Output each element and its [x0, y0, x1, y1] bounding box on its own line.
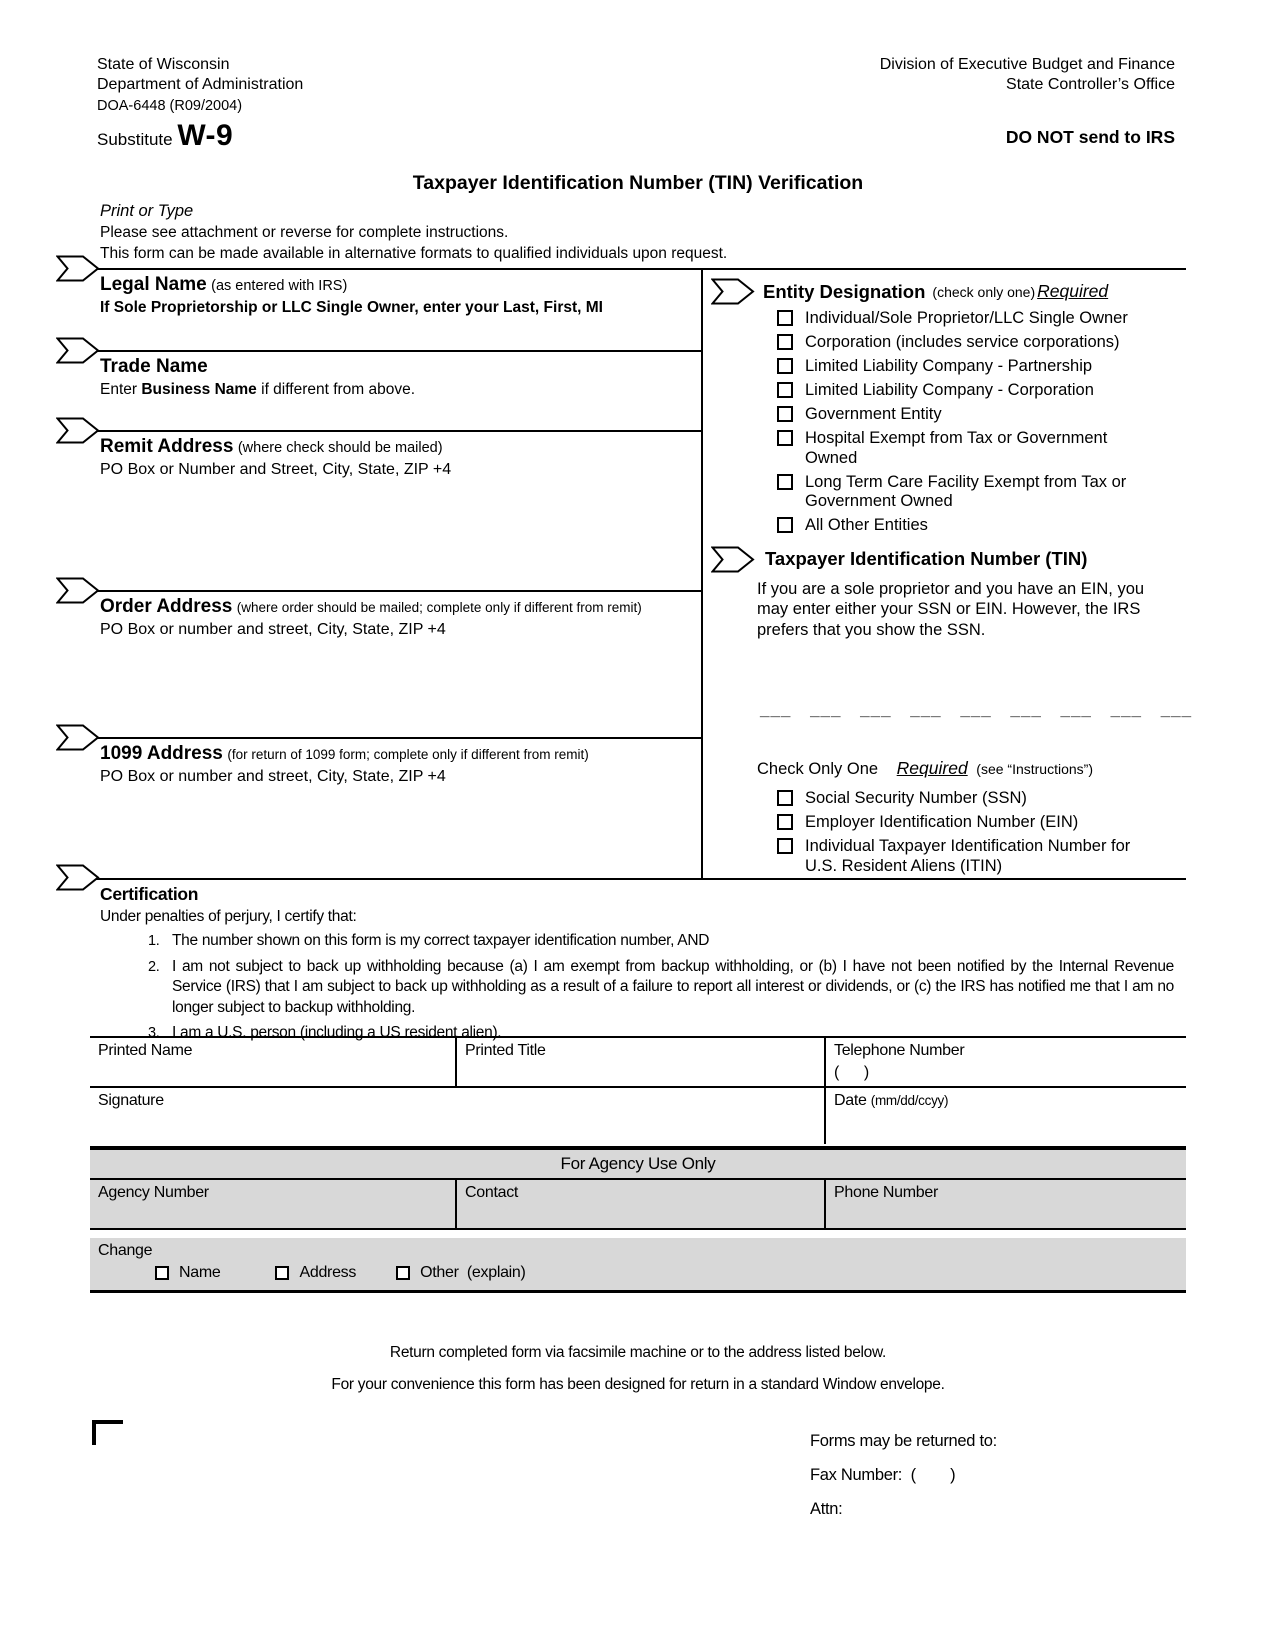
- substitute-label: Substitute: [97, 130, 173, 149]
- date-cell[interactable]: [826, 1088, 1186, 1144]
- entity-individual-checkbox[interactable]: [777, 310, 793, 326]
- printed-title-label: Printed Title: [465, 1042, 546, 1059]
- page-title: Taxpayer Identification Number (TIN) Verification: [412, 172, 864, 194]
- entity-option-row: Hospital Exempt from Tax or Government Owned: [777, 429, 1186, 468]
- section-arrow-icon: [56, 577, 100, 604]
- division-line1: Division of Executive Budget and Finance: [879, 56, 1175, 73]
- remit-address-input-area[interactable]: [100, 479, 693, 590]
- section-arrow-icon: [56, 255, 100, 282]
- section-arrow-icon: [711, 278, 755, 305]
- change-address-checkbox[interactable]: [275, 1266, 289, 1280]
- preamble-line2: This form can be made available in alternative formats to qualified individuals upon request.: [100, 245, 728, 262]
- entity-all-other-checkbox[interactable]: [777, 517, 793, 533]
- remit-address-section: [90, 430, 701, 590]
- do-not-send-note: DO NOT send to IRS: [1005, 127, 1175, 147]
- return-instruction-line1: Return completed form via facsimile machine or to the address listed below.: [389, 1344, 887, 1361]
- legal-name-subtext: If Sole Proprietorship or LLC Single Owner, enter your Last, First, MI: [100, 299, 603, 316]
- entity-llc-corporation-checkbox[interactable]: [777, 382, 793, 398]
- attn-label: Attn:: [810, 1500, 843, 1518]
- agency-use-band: For Agency Use Only: [90, 1150, 1186, 1180]
- entity-government-checkbox[interactable]: [777, 406, 793, 422]
- main-form-area: [90, 268, 1193, 880]
- phone-number-cell[interactable]: [826, 1180, 1186, 1228]
- contact-cell[interactable]: [457, 1180, 826, 1228]
- section-arrow-icon: [56, 724, 100, 751]
- change-name-option: Name: [155, 1264, 220, 1282]
- header-division-block: [880, 55, 1175, 147]
- printed-title-cell[interactable]: [457, 1038, 826, 1086]
- entity-option-row: Individual/Sole Proprietor/LLC Single Owner: [777, 309, 1186, 329]
- change-other-checkbox[interactable]: [396, 1266, 410, 1280]
- signature-cell[interactable]: [90, 1088, 826, 1144]
- change-other-option: Other (explain): [396, 1264, 525, 1282]
- agency-number-cell[interactable]: [90, 1180, 457, 1228]
- trade-name-title: Trade Name: [100, 356, 208, 377]
- order-address-section: [90, 590, 701, 737]
- order-address-subtext: PO Box or number and street, City, State, ZIP +4: [100, 621, 446, 638]
- section-arrow-icon: [56, 417, 100, 444]
- entity-designation-header: [711, 278, 1186, 305]
- entity-long-term-care-checkbox[interactable]: [777, 474, 793, 490]
- entity-designation-title: Entity Designation: [763, 280, 926, 302]
- fax-number-label: Fax Number: ( ): [810, 1466, 956, 1484]
- certification-item: 3. I am a U.S. person (including a US resident alien).: [148, 1024, 502, 1041]
- date-format-hint: (mm/dd/ccyy): [870, 1093, 949, 1108]
- certification-title: Certification: [100, 884, 199, 904]
- entity-designation-hint: (check only one): [932, 283, 1036, 300]
- certification-intro: Under penalties of perjury, I certify that:: [100, 908, 357, 925]
- substitute-w9: [97, 119, 303, 152]
- certification-item: 1. The number shown on this form is my correct taxpayer identification number, AND: [148, 932, 710, 949]
- address-1099-title: 1099 Address: [100, 743, 223, 764]
- order-address-hint: (where order should be mailed; complete only if different from remit): [236, 600, 642, 615]
- trade-name-section: [90, 350, 701, 430]
- section-arrow-icon: [56, 864, 100, 891]
- printed-name-label: Printed Name: [98, 1042, 193, 1059]
- legal-name-title: Legal Name: [100, 274, 207, 295]
- entity-required-label: Required: [1037, 281, 1109, 301]
- forms-return-block: [810, 1424, 997, 1526]
- form-number: DOA-6448 (R09/2004): [97, 98, 243, 114]
- ssn-checkbox[interactable]: [777, 790, 793, 806]
- tin-required-label: Required: [896, 758, 968, 778]
- tin-option-row: Social Security Number (SSN): [777, 789, 1186, 809]
- print-or-type: Print or Type: [100, 202, 194, 220]
- tin-digit-blanks[interactable]: ___ ___ ___ ___ ___ ___ ___ ___ ___: [760, 700, 1193, 719]
- agency-line2: Department of Administration: [97, 76, 304, 93]
- section-arrow-icon: [711, 546, 755, 573]
- tin-option-row: Individual Taxpayer Identification Number for U.S. Resident Aliens (ITIN): [777, 837, 1186, 876]
- entity-option-row: Corporation (includes service corporations): [777, 333, 1186, 353]
- entity-option-row: Limited Liability Company - Partnership: [777, 357, 1186, 377]
- itin-checkbox[interactable]: [777, 838, 793, 854]
- entity-hospital-checkbox[interactable]: [777, 430, 793, 446]
- preamble-line1: Please see attachment or reverse for complete instructions.: [100, 224, 509, 241]
- address-1099-input-area[interactable]: [100, 786, 693, 882]
- preamble: [100, 201, 727, 264]
- entity-option-row: Government Entity: [777, 405, 1186, 425]
- trade-name-subtext: Enter Business Name if different from above.: [100, 381, 416, 398]
- entity-option-row: Limited Liability Company - Corporation: [777, 381, 1186, 401]
- order-address-input-area[interactable]: [100, 639, 693, 737]
- change-label: Change: [98, 1242, 153, 1259]
- date-label: Date: [834, 1092, 867, 1109]
- left-column: [90, 270, 703, 878]
- telephone-parens: ( ): [834, 1064, 869, 1081]
- certification-section: [90, 880, 1186, 1044]
- return-instruction-line2: For your convenience this form has been designed for return in a standard Window envelope.: [331, 1376, 945, 1393]
- check-only-one-line: [757, 758, 1186, 779]
- tin-note: If you are a sole proprietor and you have an EIN, you may enter either your SSN or EIN. However, the IRS prefers that you show the SSN.: [757, 579, 1145, 639]
- entity-option-row: All Other Entities: [777, 516, 1186, 536]
- entity-option-row: Long Term Care Facility Exempt from Tax or Government Owned: [777, 473, 1186, 512]
- entity-corporation-checkbox[interactable]: [777, 334, 793, 350]
- window-envelope-corner-mark: [92, 1420, 123, 1445]
- telephone-cell[interactable]: [826, 1038, 1186, 1086]
- tin-option-row: Employer Identification Number (EIN): [777, 813, 1186, 833]
- contact-label: Contact: [465, 1184, 519, 1201]
- agency-line1: State of Wisconsin: [97, 56, 230, 73]
- tin-title: Taxpayer Identification Number (TIN): [765, 548, 1088, 569]
- trade-name-input-area[interactable]: [100, 399, 693, 430]
- tin-header: [711, 546, 1186, 573]
- telephone-label: Telephone Number: [834, 1042, 965, 1059]
- entity-llc-partnership-checkbox[interactable]: [777, 358, 793, 374]
- w9-label: W-9: [177, 119, 234, 152]
- change-address-option: Address: [275, 1264, 356, 1282]
- section-arrow-icon: [56, 337, 100, 364]
- printed-name-cell[interactable]: [90, 1038, 457, 1086]
- phone-number-label: Phone Number: [834, 1184, 939, 1201]
- remit-address-hint: (where check should be mailed): [237, 440, 443, 456]
- agency-use-section: [90, 1146, 1186, 1293]
- forms-returned-label: Forms may be returned to:: [810, 1432, 997, 1450]
- address-1099-hint: (for return of 1099 form; complete only if different from remit): [227, 747, 589, 762]
- see-instructions: (see “Instructions”): [976, 761, 1093, 777]
- agency-number-label: Agency Number: [98, 1184, 209, 1201]
- remit-address-title: Remit Address: [100, 436, 234, 457]
- division-line2: State Controller’s Office: [1006, 76, 1175, 93]
- address-1099-section: [90, 737, 701, 882]
- change-name-checkbox[interactable]: [155, 1266, 169, 1280]
- legal-name-input-area[interactable]: [100, 317, 693, 350]
- legal-name-section: [90, 270, 701, 350]
- header-agency-block: [97, 55, 303, 150]
- order-address-title: Order Address: [100, 596, 233, 617]
- check-only-one-label: Check Only One: [757, 760, 879, 778]
- certification-item: 2. I am not subject to back up withholding because (a) I am exempt from backup withholding, or (b) I have not been notified by the Internal Revenue Service (IRS) that I am subject to back up withholding as a result of a failure to report all interest or dividends, or (c) the IRS has notified me that I am no longer subject to backup withholding.: [148, 957, 1174, 1016]
- remit-address-subtext: PO Box or Number and Street, City, State, ZIP +4: [100, 461, 452, 478]
- ein-checkbox[interactable]: [777, 814, 793, 830]
- address-1099-subtext: PO Box or number and street, City, State, ZIP +4: [100, 768, 446, 785]
- change-row: [90, 1238, 1186, 1293]
- signature-table: [90, 1036, 1186, 1144]
- divider: [90, 1230, 1186, 1238]
- legal-name-hint: (as entered with IRS): [211, 278, 348, 294]
- right-column: [705, 270, 1193, 878]
- signature-label: Signature: [98, 1092, 164, 1109]
